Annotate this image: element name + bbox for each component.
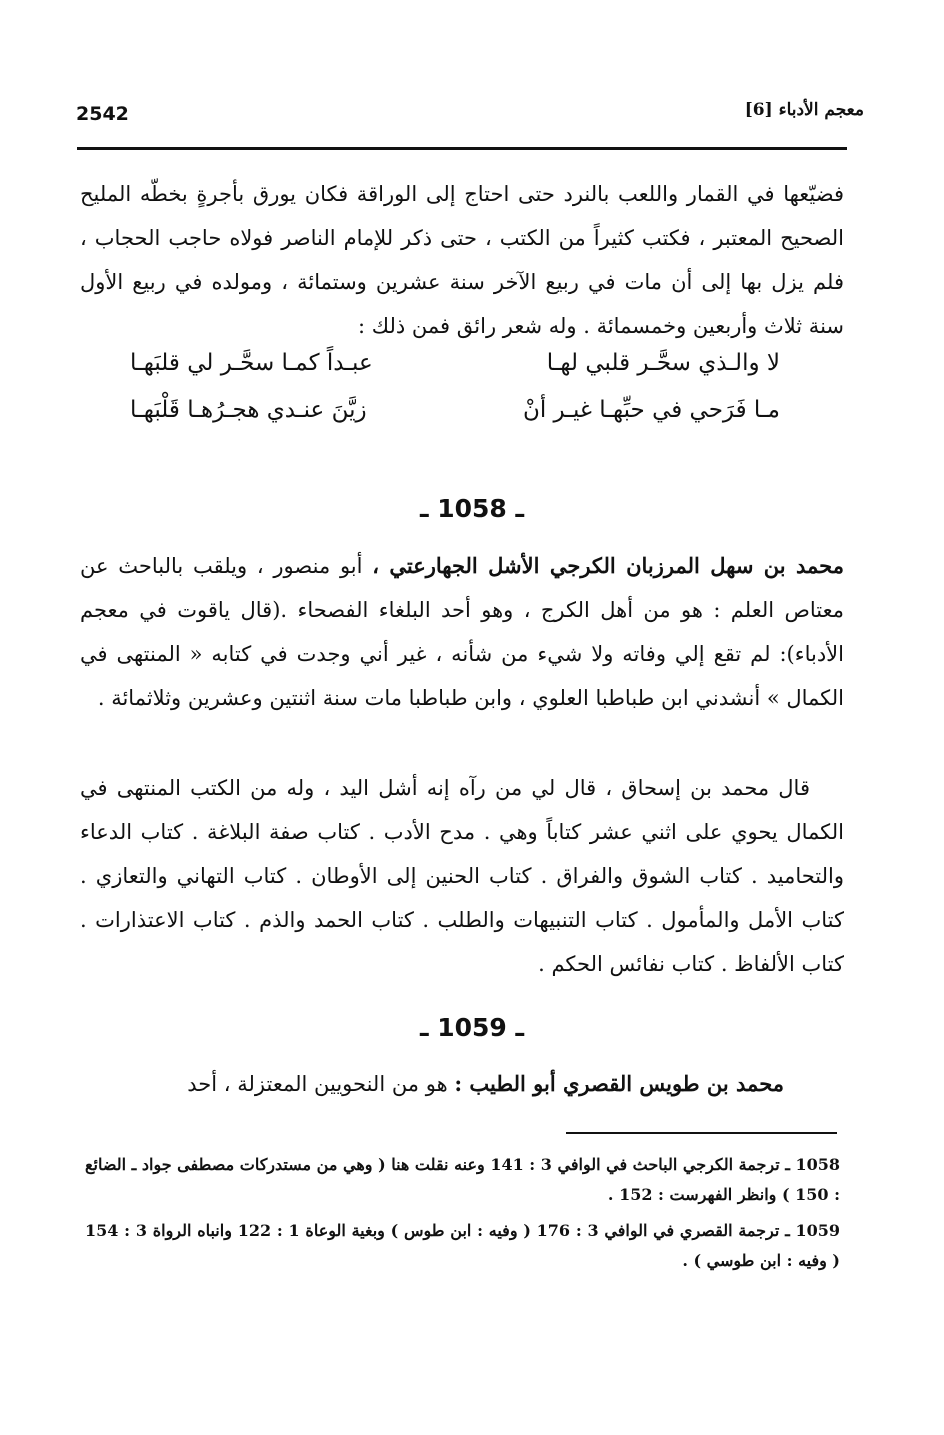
footnote-rule [566,1132,837,1134]
verse-line [130,397,780,437]
entry-number-1059: ـ 1059 ـ [419,1013,525,1042]
entry-1058-text: أبو منصور ، ويلقب بالباحث عن معتاص العلم : هو من أهل الكرج ، وهو أحد البلغاء الفصحاء .(قال ياقوت في معجم الأدباء): لم تقع إلي وفاته ولا شيء من شأنه ، غير أني وجدت في كتابه « المنتهى في الكمال » أنشدني ابن طباطبا العلوي ، وابن طباطبا مات سنة اثنتين وعشرين وثلاثمائة . [80,554,844,710]
entry-1059-name: محمد بن طويس القصري أبو الطيب : [454,1071,784,1096]
page-number: 2542 [76,103,129,125]
opening-paragraph: فضيّعها في القمار واللعب بالنرد حتى احتاج إلى الوراقة فكان يورق بأجرةٍ بخطّه المليح الصحيح المعتبر ، فكتب كثيراً من الكتب ، حتى ذكر للإمام الناصر فولاه حاجب الحجاب ، فلم يزل بها إلى أن مات في ربيع الآخر سنة عشرين وستمائة ، ومولده في ربيع الأول سنة ثلاث وأربعين وخمسمائة . وله شعر رائق فمن ذلك : [80,182,844,338]
verse-second-hemistich: زيَّنَ عنـدي هجـرُهـا قَلْبَهـا [130,397,367,423]
entry-1058-paragraph [80,544,844,720]
verse-line [130,350,780,390]
verse-first-hemistich: مـا فَرَحي في حبِّهـا غيـر أنْ [522,397,780,423]
footnote-1058: 1058 ـ ترجمة الكرجي الباحث في الوافي 3 : 141 وعنه نقلت هنا ( وهي من مستدركات مصطفى جواد ـ الضائع : 150 ) وانظر الفهرست : 152 . [85,1155,841,1204]
entry-1058-paragraph-2: قال محمد بن إسحاق ، قال لي من رآه إنه أشل اليد ، وله من الكتب المنتهى في الكمال يحوي على اثني عشر كتاباً وهي . مدح الأدب . كتاب صفة البلاغة . كتاب الدعاء والتحاميد . كتاب الشوق والفراق . كتاب الحنين إلى الأوطان . كتاب التهاني والتعازي . كتاب الأمل والمأمول . كتاب التنبيهات والطلب . كتاب الحمد والذم . كتاب الاعتذارات . كتاب الألفاظ . كتاب نفائس الحكم . [80,776,844,976]
entry-number-1058: ـ 1058 ـ [419,494,525,523]
entry-1059-text: هو من النحويين المعتزلة ، أحد [187,1072,448,1096]
running-head: معجم الأدباء [6] [744,100,864,120]
verse-first-hemistich: لا والـذي سحَّـر قلبي لهـا [546,350,780,376]
verse-second-hemistich: عبـداً كمـا سحَّـر لي قلبَهـا [130,350,373,376]
header-rule [77,147,847,150]
entry-1059-paragraph [80,1062,784,1106]
footnote-1059: 1059 ـ ترجمة القصري في الوافي 3 : 176 ( وفيه : ابن طوس ) وبغية الوعاة 1 : 122 وانباه الرواة 3 : 154 ( وفيه : ابن طوسي ) . [85,1221,841,1270]
entry-1058-name: محمد بن سهل المرزبان الكرجي الأشل الجهارعتي ، [372,553,844,578]
